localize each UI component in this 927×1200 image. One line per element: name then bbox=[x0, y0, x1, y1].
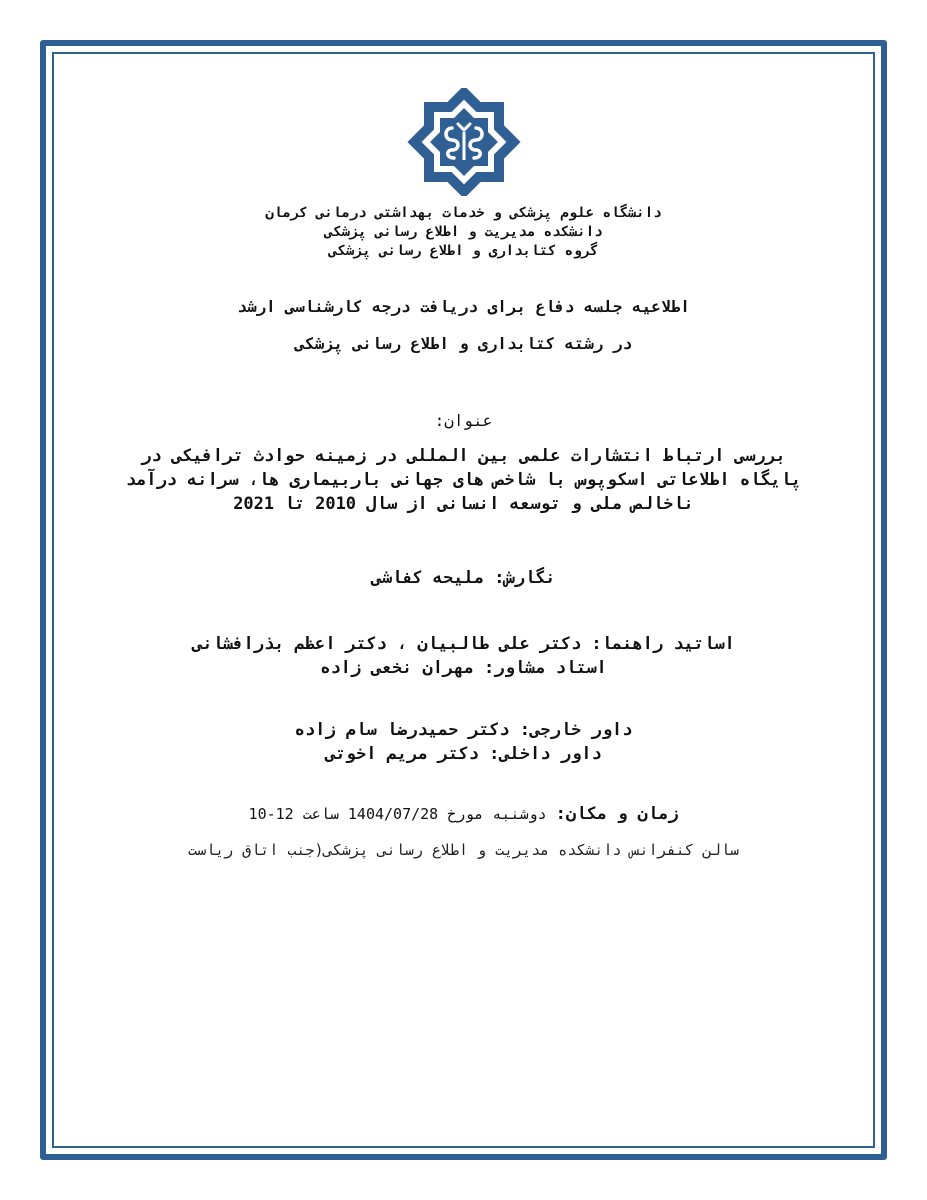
institution-header bbox=[70, 204, 857, 261]
title-label: عنوان: bbox=[434, 411, 493, 430]
schedule-place: سالن کنفرانس دانشکده مدیریت و اطلاع رسانی پزشکی(جنب اتاق ریاست bbox=[188, 841, 739, 859]
faculty-name: دانشکده مدیریت و اطلاع رسانی پزشکی bbox=[324, 224, 603, 240]
external-referee-line: داور خارجی: دکتر حمیدرضا سام زاده bbox=[294, 720, 633, 740]
schedule-datetime: دوشنبه مورخ 1404/07/28 ساعت 12-10 bbox=[248, 805, 547, 823]
advisors-block bbox=[70, 632, 857, 680]
schedule-line bbox=[70, 804, 857, 824]
consultant-line: استاد مشاور: مهران نخعی زاده bbox=[320, 658, 607, 678]
department-name: گروه کتابداری و اطلاع رسانی پزشکی bbox=[328, 243, 599, 259]
schedule-label: زمان و مکان: bbox=[555, 804, 679, 824]
university-name: دانشگاه علوم پزشکی و خدمات بهداشتی درمانی کرمان bbox=[265, 205, 662, 221]
author-line: نگارش: ملیحه کفاشی bbox=[371, 568, 556, 588]
notice-heading: اطلاعیه جلسه دفاع برای دریافت درجه کارشناسی ارشد bbox=[237, 297, 690, 316]
thesis-title: بررسی ارتباط انتشارات علمی بین المللی در زمینه حوادث ترافیکی در پایگاه اطلاعاتی اسکوپوس با شاخص های جهانی باربیماری ها، سرانه درآمد ناخالص ملی و توسعه انسانی از سال 2010 تا 2021 bbox=[125, 446, 802, 514]
university-logo bbox=[399, 88, 529, 196]
notice-field: در رشته کتابداری و اطلاع رسانی پزشکی bbox=[294, 334, 633, 353]
referees-block bbox=[70, 718, 857, 766]
supervisors-line: اساتید راهنما: دکتر علی طالبیان ، دکتر اعظم بذرافشانی bbox=[192, 634, 735, 654]
internal-referee-line: داور داخلی: دکتر مریم اخوتی bbox=[325, 744, 602, 764]
announcement bbox=[70, 60, 857, 1140]
